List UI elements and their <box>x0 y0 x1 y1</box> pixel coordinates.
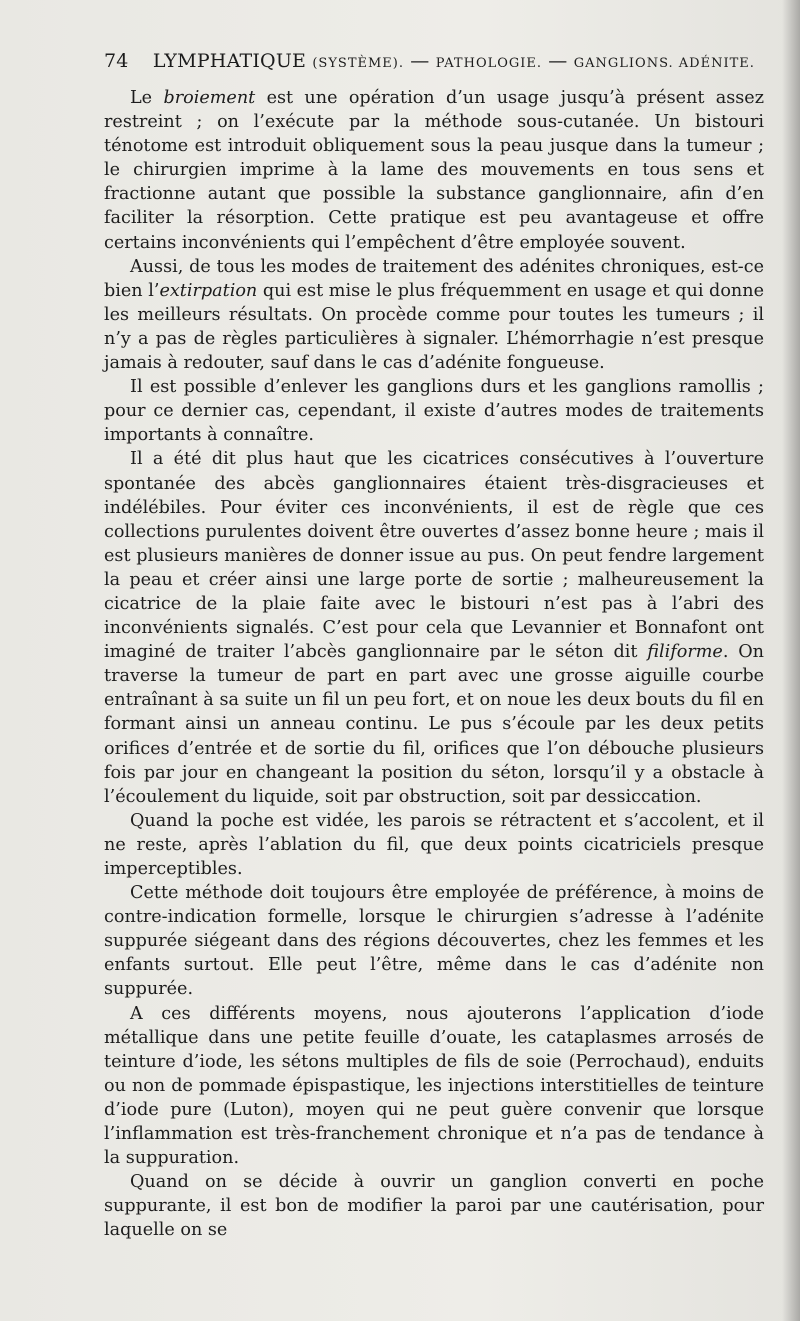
running-header <box>104 50 755 72</box>
paragraph: Il est possible d’enlever les ganglions durs et les ganglions ramollis ; pour ce dernier cas, cependant, il existe d’autres modes de traitements importants à connaître. <box>104 377 764 446</box>
header-title-paren: (SYSTÈME). <box>312 56 404 71</box>
header-dash: — <box>548 50 568 72</box>
body-text <box>104 86 764 1243</box>
header-section: PATHOLOGIE. <box>435 56 543 71</box>
paragraph: Quand on se décide à ouvrir un ganglion converti en poche suppurante, il est bon de modifier la paroi par une cautérisation, pour laquelle on se <box>104 1172 764 1241</box>
paragraph: Le broiement est une opération d’un usage jusqu’à présent assez restreint ; on l’exécute par la méthode sous-cutanée. Un bistouri ténotome est introduit obliquement sous la peau jusque dans la tumeur ; le chirurgien imprime à la lame des mouvements en tous sens et fractionne autant que possible la substance ganglionnaire, afin d’en faciliter la résorption. Cette pratique est peu avantageuse et offre certains inconvénients qui l’empêchent d’être employée souvent. <box>104 88 764 253</box>
header-subsection: GANGLIONS. ADÉNITE. <box>573 56 755 71</box>
header-dash: — <box>410 50 430 72</box>
paragraph: Quand la poche est vidée, les parois se rétractent et s’accolent, et il ne reste, après l’ablation du fil, que deux points cicatriciels presque imperceptibles. <box>104 810 764 879</box>
paragraph: Il a été dit plus haut que les cicatrices consécutives à l’ouverture spontanée des abcès ganglionnaires étaient très-disgracieuses et indélébiles. Pour éviter ces inconvénients, il est de règle que ces collections purulentes doivent être ouvertes d’assez bonne heure ; mais il est plusieurs manières de donner issue au pus. On peut fendre largement la peau et créer ainsi une large porte de sortie ; malheureusement la cicatrice de la plaie faite avec le bistouri n’est pas à l’abri des inconvénients signalés. C’est pour cela que Levannier et Bonnafont ont imaginé de traiter l’abcès ganglionnaire par le séton dit filiforme. On traverse la tumeur de part en part avec une grosse aiguille courbe entraînant à sa suite un fil un peu fort, et on noue les deux bouts du fil en formant ainsi un anneau continu. Le pus s’écoule par les deux petits orifices d’entrée et de sortie du fil, orifices que l’on débouche plusieurs fois par jour en changeant la position du séton, lorsqu’il y a obstacle à l’écoulement du liquide, soit par obstruction, soit par dessiccation. <box>104 449 764 807</box>
page-number: 74 <box>104 50 129 72</box>
paragraph: Aussi, de tous les modes de traitement des adénites chroniques, est-ce bien l’extirpation qui est mise le plus fréquemment en usage et qui donne les meilleurs résultats. On procède comme pour toutes les tumeurs ; il n’y a pas de règles particulières à signaler. L’hémorrhagie n’est presque jamais à redouter, sauf dans le cas d’adénite fongueuse. <box>104 256 764 374</box>
page-edge-shadow <box>782 0 800 1321</box>
paragraph: Cette méthode doit toujours être employée de préférence, à moins de contre-indication formelle, lorsque le chirurgien s’adresse à l’adénite suppurée siégeant dans des régions découvertes, chez les femmes et les enfants surtout. Elle peut l’être, même dans le cas d’adénite non suppurée. <box>104 883 764 1000</box>
paragraph: A ces différents moyens, nous ajouterons l’application d’iode métallique dans une petite feuille d’ouate, les cataplasmes arrosés de teinture d’iode, les sétons multiples de fils de soie (Perrochaud), enduits ou non de pommade épispastique, les injections interstitielles de teinture d’iode pure (Luton), moyen qui ne peut guère convenir que lorsque l’inflammation est très-franchement chronique et n’a pas de tendance à la suppuration. <box>104 1003 764 1169</box>
header-title: LYMPHATIQUE <box>152 50 307 72</box>
